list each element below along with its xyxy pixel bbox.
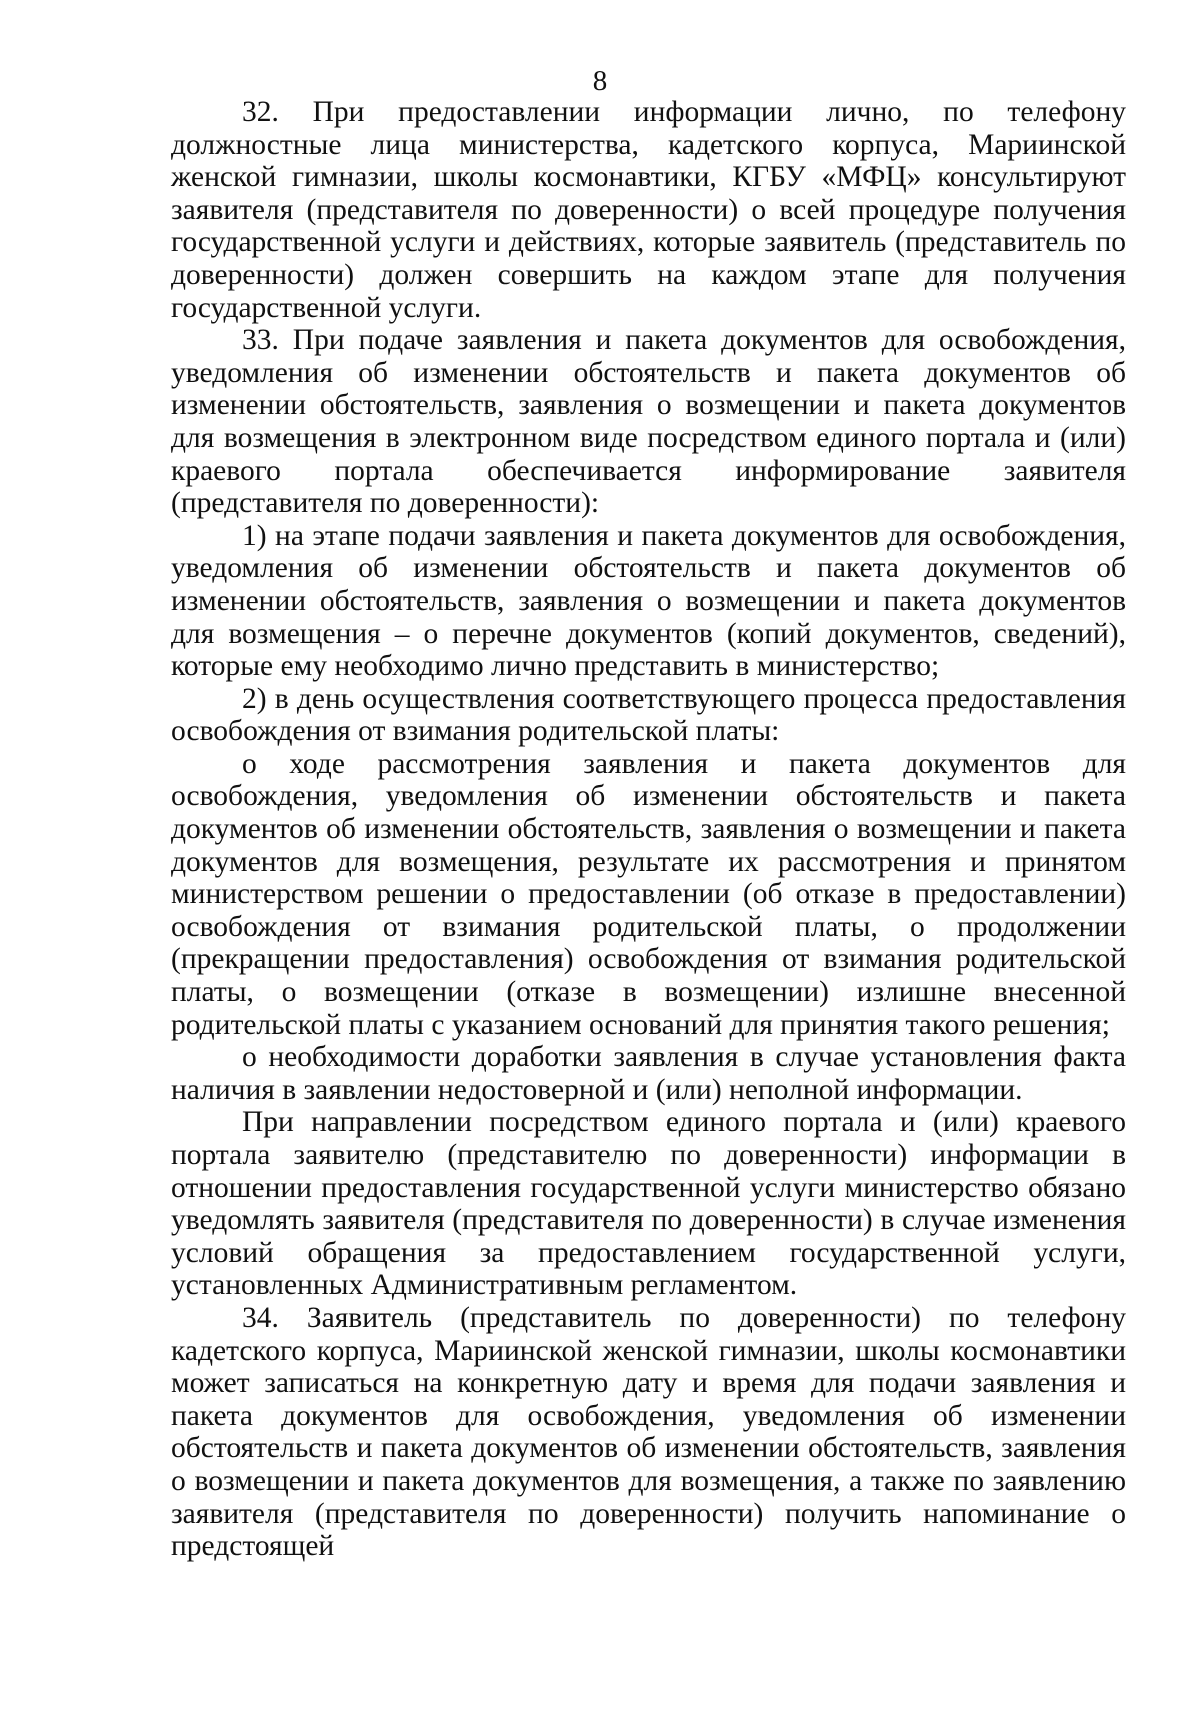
list-item-1: 1) на этапе подачи заявления и пакета документов для освобождения, уведомления об изменении обстоятельств и пакета документов об изменении обстоятельств, заявления о возмещении и пакета документов для возмещения – о перечне документов (копий документов, сведений), которые ему необходимо лично представить в министерство; (171, 519, 1126, 683)
paragraph-34: 34. Заявитель (представитель по доверенности) по телефону кадетского корпуса, Мариинской женской гимназии, школы космонавтики может записаться на конкретную дату и время для подачи заявления и пакета документов для освобождения, уведомления об изменении обстоятельств и пакета документов об изменении обстоятельств, заявления о возмещении и пакета документов для возмещения, а также по заявлению заявителя (представителя по доверенности) получить напоминание о предстоящей (171, 1301, 1126, 1563)
paragraph-33: 33. При подаче заявления и пакета документов для освобождения, уведомления об изменении обстоятельств и пакета документов об изменении обстоятельств, заявления о возмещении и пакета документов для возмещения в электронном виде посредством единого портала и (или) краевого портала обеспечивается информирование заявителя (представителя по доверенности): (171, 324, 1126, 520)
page-number: 8 (592, 65, 608, 97)
list-item-2: 2) в день осуществления соответствующего процесса предоставления освобождения от взимания родительской платы: (171, 682, 1126, 748)
document-body (171, 96, 1126, 1563)
paragraph-notification: При направлении посредством единого портала и (или) краевого портала заявителю (представителю по доверенности) информации в отношении предоставления государственной услуги министерство обязано уведомлять заявителя (представителя по доверенности) в случае изменения условий обращения за предоставлением государственной услуги, установленных Административным регламентом. (171, 1106, 1126, 1302)
sub-item-progress: о ходе рассмотрения заявления и пакета документов для освобождения, уведомления об изменении обстоятельств и пакета документов об изменении обстоятельств, заявления о возмещении и пакета документов для возмещения, результате их рассмотрения и принятом министерством решении о предоставлении (об отказе в предоставлении) освобождения от взимания родительской платы, о продолжении (прекращении предоставления) освобождения от взимания родительской платы, о возмещении (отказе в возмещении) излишне внесенной родительской платы с указанием оснований для принятия такого решения; (171, 747, 1126, 1041)
paragraph-32: 32. При предоставлении информации лично, по телефону должностные лица министерства, кадетского корпуса, Мариинской женской гимназии, школы космонавтики, КГБУ «МФЦ» консультируют заявителя (представителя по доверенности) о всей процедуре получения государственной услуги и действиях, которые заявитель (представитель по доверенности) должен совершить на каждом этапе для получения государственной услуги. (171, 96, 1126, 324)
sub-item-revision: о необходимости доработки заявления в случае установления факта наличия в заявлении недостоверной и (или) неполной информации. (171, 1041, 1126, 1106)
